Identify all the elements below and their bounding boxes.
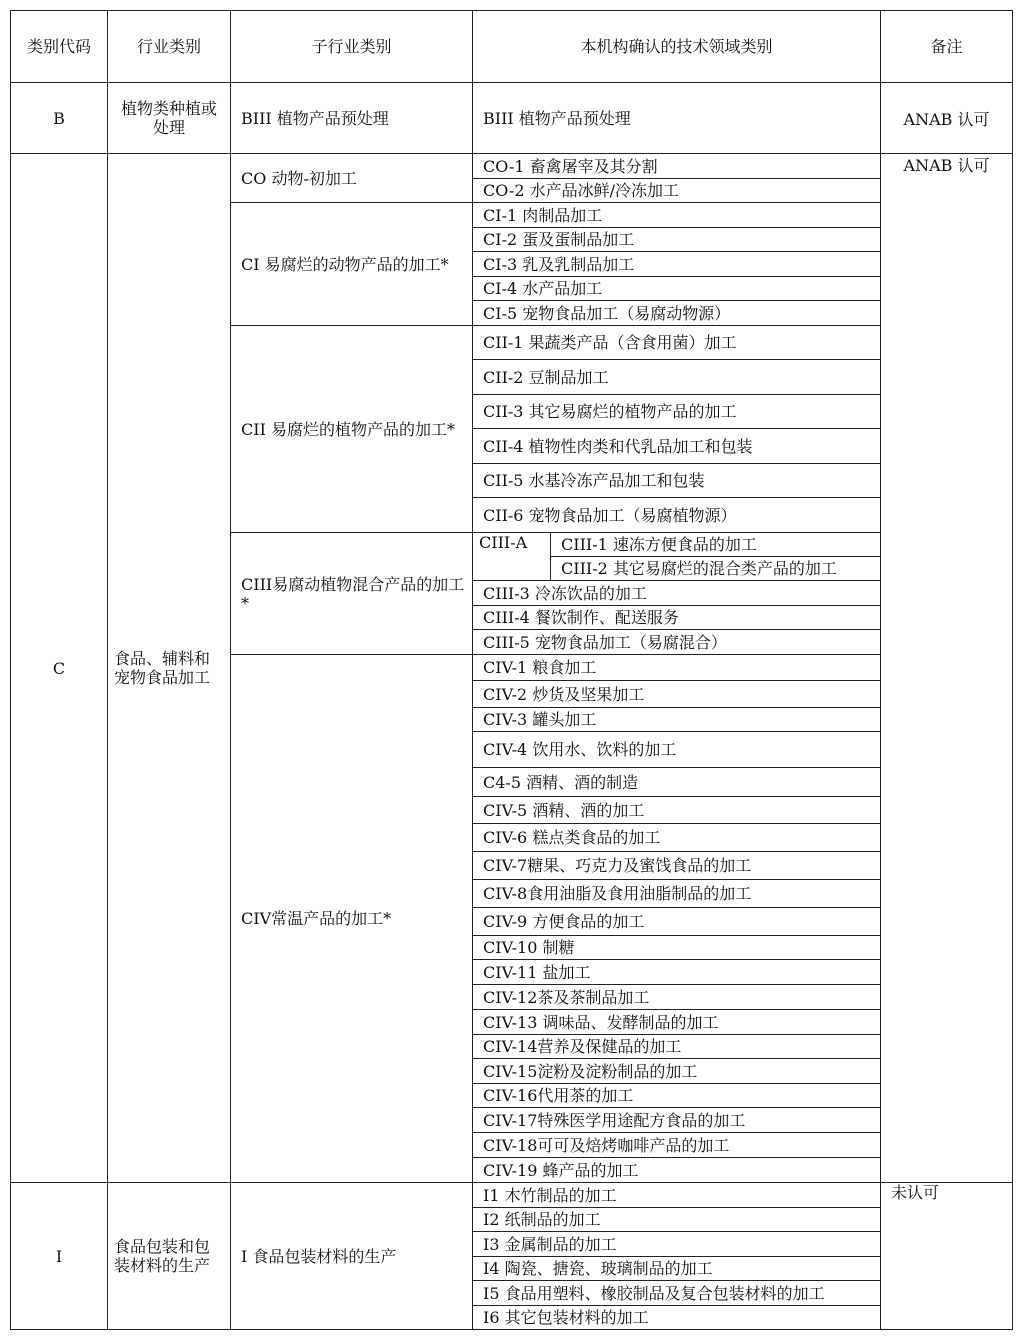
tech-area-item: CIII-5 宠物食品加工（易腐混合） (473, 630, 881, 655)
tech-area-item: CII-2 豆制品加工 (473, 360, 881, 395)
tech-area-item: CI-3 乳及乳制品加工 (473, 252, 881, 277)
tech-area-item: I6 其它包装材料的加工 (473, 1306, 881, 1330)
code-b: B (11, 83, 108, 154)
header-row (11, 11, 1013, 83)
group-label: CIII-A (473, 533, 551, 581)
area-row (11, 154, 1013, 179)
tech-area-item: I4 陶瓷、搪瓷、玻璃制品的加工 (473, 1257, 881, 1281)
header-industry: 行业类别 (108, 11, 231, 83)
tech-area-item: CIII-3 冷冻饮品的加工 (473, 581, 881, 606)
area-row (11, 1183, 1013, 1208)
tech-area-item: I2 纸制品的加工 (473, 1208, 881, 1232)
tech-area-item: CI-1 肉制品加工 (473, 203, 881, 228)
tech-area-item: CIV-8食用油脂及食用油脂制品的加工 (473, 880, 881, 908)
note-b: ANAB 认可 (881, 83, 1013, 154)
sub-industry-i: I 食品包装材料的生产 (231, 1183, 473, 1330)
tech-area-item: CII-6 宠物食品加工（易腐植物源） (473, 498, 881, 533)
tech-area-item: CIV-4 饮用水、饮料的加工 (473, 732, 881, 768)
tech-area-item: CO-2 水产品冰鲜/冷冻加工 (473, 179, 881, 203)
tech-area-item: CI-4 水产品加工 (473, 277, 881, 301)
tech-area-item: CIV-1 粮食加工 (473, 655, 881, 681)
tech-area-item: CIV-10 制糖 (473, 936, 881, 960)
tech-area-item: CIV-7糖果、巧克力及蜜饯食品的加工 (473, 852, 881, 880)
tech-area-item: CIV-16代用茶的加工 (473, 1084, 881, 1108)
industry-b: 植物类种植或处理 (108, 83, 231, 154)
tech-area-item: I3 金属制品的加工 (473, 1232, 881, 1257)
code-i: I (11, 1183, 108, 1330)
sub-industry-c3: CIII易腐动植物混合产品的加工* (231, 533, 473, 655)
tech-area-item: CII-3 其它易腐烂的植物产品的加工 (473, 395, 881, 429)
tech-area-item: CIV-15淀粉及淀粉制品的加工 (473, 1059, 881, 1084)
tech-area-item: CIII-2 其它易腐烂的混合类产品的加工 (551, 557, 881, 581)
sub-industry-c1: CI 易腐烂的动物产品的加工* (231, 203, 473, 326)
tech-area-item: CIII-4 餐饮制作、配送服务 (473, 606, 881, 630)
tech-area-item: CII-4 植物性肉类和代乳品加工和包装 (473, 429, 881, 464)
sub-industry-c0: CO 动物-初加工 (231, 154, 473, 203)
tech-area-item: CIV-18可可及焙烤咖啡产品的加工 (473, 1133, 881, 1158)
header-sub-industry: 子行业类别 (231, 11, 473, 83)
tech-area-item: C4-5 酒精、酒的制造 (473, 768, 881, 797)
code-c: C (11, 154, 108, 1183)
sub-industry-c2: CII 易腐烂的植物产品的加工* (231, 326, 473, 533)
tech-area-item: CIV-17特殊医学用途配方食品的加工 (473, 1108, 881, 1133)
tech-area-item: I5 食品用塑料、橡胶制品及复合包装材料的加工 (473, 1281, 881, 1306)
header-tech-area: 本机构确认的技术领域类别 (473, 11, 881, 83)
tech-area-item: CI-5 宠物食品加工（易腐动物源） (473, 301, 881, 326)
tech-area-item: CIII-1 速冻方便食品的加工 (551, 533, 881, 557)
sub-industry-c4: CIV常温产品的加工* (231, 655, 473, 1183)
tech-area-item: CII-1 果蔬类产品（含食用菌）加工 (473, 326, 881, 360)
tech-area-item: CI-2 蛋及蛋制品加工 (473, 228, 881, 252)
tech-area-item: CO-1 畜禽屠宰及其分割 (473, 154, 881, 179)
note-i: 未认可 (881, 1183, 1013, 1330)
tech-area-item: CIV-6 糕点类食品的加工 (473, 824, 881, 852)
tech-area-item: CII-5 水基冷冻产品加工和包装 (473, 464, 881, 498)
scope-table (10, 10, 1013, 1330)
tech-area-b: BIII 植物产品预处理 (473, 83, 881, 154)
tech-area-item: CIV-9 方便食品的加工 (473, 908, 881, 936)
sub-industry-b: BIII 植物产品预处理 (231, 83, 473, 154)
header-code: 类别代码 (11, 11, 108, 83)
row-b (11, 83, 1013, 154)
tech-area-item: CIV-2 炒货及坚果加工 (473, 681, 881, 708)
tech-area-item: CIV-11 盐加工 (473, 960, 881, 985)
tech-area-item: I1 木竹制品的加工 (473, 1183, 881, 1208)
tech-area-item: CIV-3 罐头加工 (473, 708, 881, 732)
tech-area-item: CIV-14营养及保健品的加工 (473, 1035, 881, 1059)
industry-i: 食品包装和包装材料的生产 (108, 1183, 231, 1330)
tech-area-item: CIV-13 调味品、发酵制品的加工 (473, 1010, 881, 1035)
tech-area-item: CIV-5 酒精、酒的加工 (473, 797, 881, 824)
industry-c: 食品、辅料和宠物食品加工 (108, 154, 231, 1183)
tech-area-item: CIV-12茶及茶制品加工 (473, 985, 881, 1010)
note-c: ANAB 认可 (881, 154, 1013, 1183)
header-note: 备注 (881, 11, 1013, 83)
tech-area-item: CIV-19 蜂产品的加工 (473, 1158, 881, 1183)
